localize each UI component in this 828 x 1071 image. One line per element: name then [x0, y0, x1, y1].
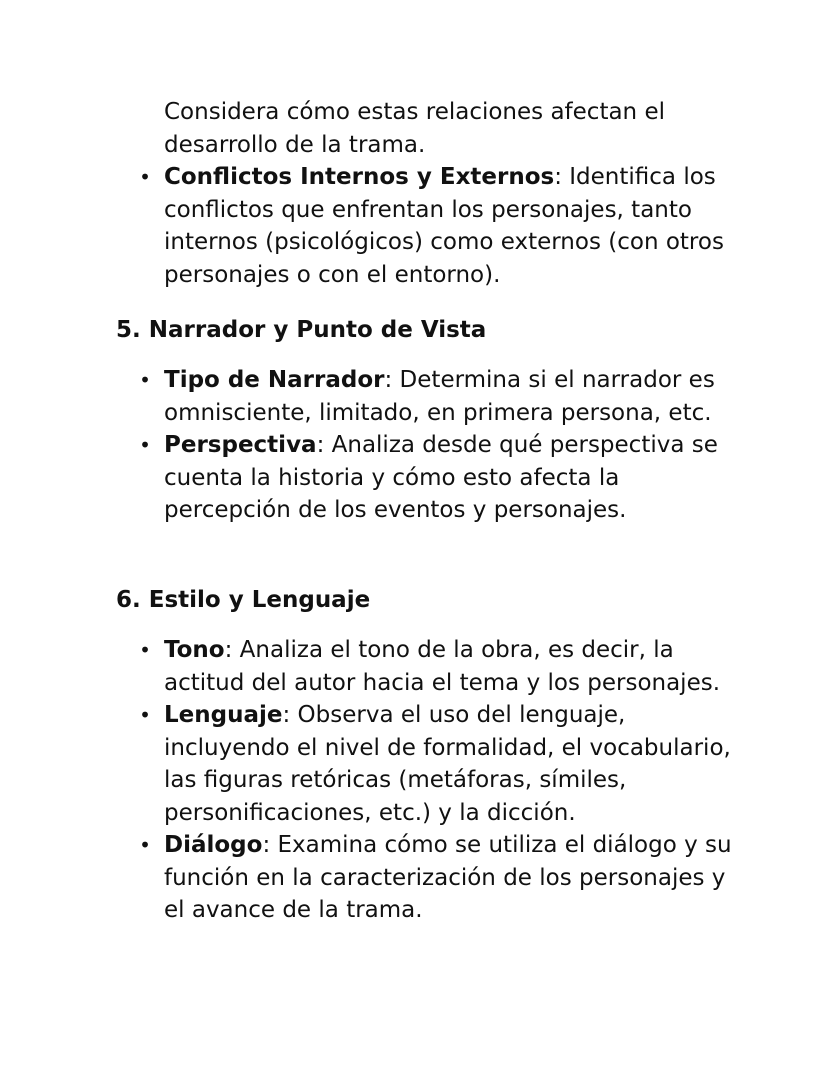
bullet-list-narrador	[139, 364, 744, 527]
section-heading-estilo: 6. Estilo y Lenguaje	[116, 587, 371, 613]
item-separator: :	[316, 432, 325, 458]
item-separator: :	[282, 702, 291, 728]
item-term: Perspectiva	[164, 432, 317, 458]
item-separator: :	[224, 637, 233, 663]
list-item	[139, 429, 744, 527]
item-separator: :	[554, 164, 562, 190]
item-term: Lenguaje	[164, 702, 283, 728]
item-description: Analiza el tono de la obra, es decir, la actitud del autor hacia el tema y los personajes.	[164, 637, 721, 696]
item-separator: :	[262, 832, 271, 858]
item-term: Tipo de Narrador	[164, 367, 385, 393]
bullet-list-top	[139, 161, 744, 291]
item-term: Conflictos Internos y Externos	[164, 164, 555, 190]
bullet-list-estilo	[139, 634, 744, 927]
section-heading-narrador: 5. Narrador y Punto de Vista	[116, 317, 487, 343]
item-term: Diálogo	[164, 832, 263, 858]
item-description: Identifica los conflictos que enfrentan los personajes, tanto internos (psicológicos) como externos (con otros personajes o con el entorno).	[164, 164, 724, 288]
item-description: Determina si el narrador es omnisciente, limitado, en primera persona, etc.	[164, 367, 715, 426]
list-item	[139, 364, 744, 429]
bullet-icon: •	[139, 638, 151, 662]
list-item	[139, 161, 744, 291]
continuation-text: Considera cómo estas relaciones afectan el desarrollo de la trama.	[164, 99, 665, 158]
bullet-icon: •	[139, 433, 151, 457]
bullet-icon: •	[139, 368, 151, 392]
item-description: Observa el uso del lenguaje, incluyendo el nivel de formalidad, el vocabulario, las figuras retóricas (metáforas, símiles, personificaciones, etc.) y la dicción.	[164, 702, 731, 826]
list-item	[139, 699, 744, 829]
item-description: Analiza desde qué perspectiva se cuenta la historia y cómo esto afecta la percepción de los eventos y personajes.	[164, 432, 718, 523]
list-item	[139, 634, 744, 699]
bullet-icon: •	[139, 703, 151, 727]
item-description: Examina cómo se utiliza el diálogo y su función en la caracterización de los personajes y el avance de la trama.	[164, 832, 732, 923]
bullet-icon: •	[139, 165, 151, 189]
item-separator: :	[384, 367, 393, 393]
bullet-icon: •	[139, 833, 151, 857]
list-item	[139, 829, 744, 927]
item-term: Tono	[164, 637, 225, 663]
